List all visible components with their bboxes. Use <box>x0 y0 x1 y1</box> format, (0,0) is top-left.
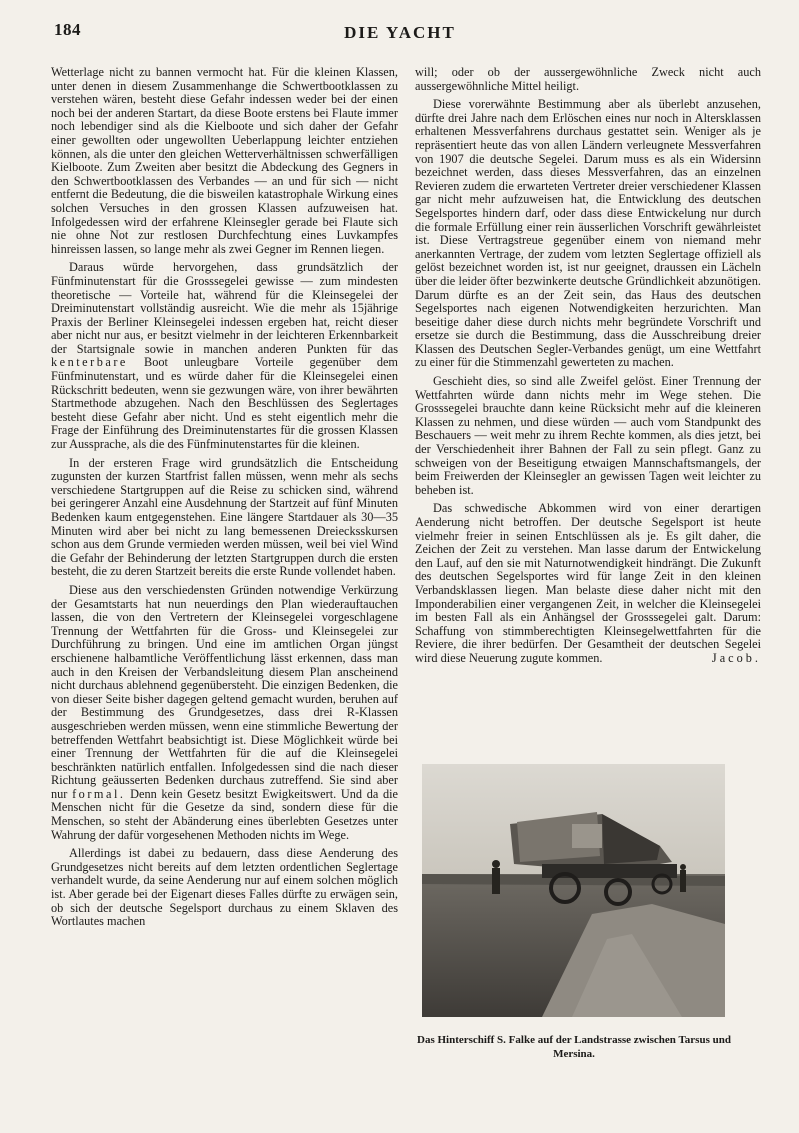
paragraph-text: Boot unleugbare Vorteile gegenüber dem Fünfminutenstart, und es würde daher für die Kleinsegelei einen Rückschritt bedeuten, wenn sie gezwungen wäre, von ihrer bewährten Startmethode abzugehen. Nach den Beschlüssen des Seglertages besteht diese Gefahr aber nicht. Und es steht eigentlich mehr die Frage der Einführung des Dreiminutenstartes für die grossen Klassen zur Aussprache, als die des Fünfminutenstartes für die kleinen. <box>51 355 398 452</box>
paragraph: Diese vorerwähnte Bestimmung aber als überlebt anzusehen, dürfte drei Jahre nach dem Erlöschen eines nur noch in Altersklassen erhaltenen Messverfahrens durchaus gestattet sein. Weniger als je repräsentiert heute das von allen Ländern verleugnete Messverfahren von 1907 die deutsche Segelei. Darum muss es als ein Widersinn bezeichnet werden, dass dieses Messverfahren, das an einzelnen Revieren zudem die erwarteten Vertreter dreier verschiedener Klassen gar nicht mehr aufzuweisen hat, die Entwicklung des deutschen Segelsportes hindern darf, oder dass diese Entwickelung nur durch die formale Erfüllung einer rein äusserlichen Vorschrift gewährleistet ist. Diese Vertragstreue gegenüber einem von niemand mehr anerkannten Vertrage, der zudem vom letzten Seglertage offiziell als gelöst bezeichnet worden ist, ist nur geeignet, draussen ein Lächeln über die leider öfter bezwinkerte deutsche Gründlichkeit abzunötigen. Darum dürfte es an der Zeit sein, das Haus des deutschen Segelsportes nach eigenen Notwendigkeiten herzurichten. Man beseitige daher diese durch nichts mehr begründete Vorschrift und ersetze sie durch die Bestimmung, dass die Ausschreibung dreier Klassen des Deutschen Segler-Verbandes genügt, um eine Wettfahrt zu einer für die Stimmenzahl gewerteten zu machen. <box>415 97 761 370</box>
paragraph-text: Diese aus den verschiedensten Gründen notwendige Verkürzung der Gesamtstarts hat nun neuerdings den Plan wiederauftauchen lassen, die von den Vertretern der Kleinsegelei vorgeschlagene Trennung der Wettfahrten für die Gross- und Kleinsegelei zur Durchführung zu bringen. Und eine im amtlichen Organ jüngst erschienene halbamtliche Veröffentlichung lässt erkennen, dass man auch in den Kreisen der Verbandsleitung diesem Plan anscheinend nicht durchaus ablehnend gegenübersteht. Die einzigen Bedenken, die von dieser Seite bisher dagegen geltend gemacht wurden, beruhen auf der Bestimmung des Grundgesetzes, dass drei R-Klassen ausgeschrieben werden müssen, wenn eine stimmliche Bewertung der betreffenden Wettfahrt beabsichtigt ist. Diese Möglichkeit würde bei einer Trennung der Wettfahrten für die auf die Kleinsegelei beschränkten natürlich entfallen. Infolgedessen sind die nach dieser Richtung geäusserten Bedenken durchaus zutreffend. Sie sind aber nur <box>51 582 398 801</box>
photo-caption: Das Hinterschiff S. Falke auf der Landstrasse zwischen Tarsus und Mersina. <box>417 1034 731 1060</box>
paragraph <box>415 502 761 665</box>
paragraph-text: Das schwedische Abkommen wird von einer derartigen Aenderung nicht betroffen. Der deutsche Segelsport ist heute vielmehr freier in seinen Entschlüssen als je. Es gilt daher, die Zeichen der Zeit zu verstehen. Man lasse darum der Entwickelung den Lauf, auf den sie mit Naturnotwendigkeit hindrängt. Die Zukunft des deutschen Segelsportes wird für lange Zeit in den kleinen Verbandsklassen liegen. Man belaste diese daher nicht mit den Imponderabilien einer vergangenen Zeit, in welcher die Kleinsegelei im besten Fall als ein Anhängsel der Grosssegelei galt. Darum: Schaffung von stimmberechtigten Kleinsegelwettfahrten für die Reviere, die ihrer bedürfen. Der Gesamtheit der deutschen Segelei wird diese Neuerung zugute kommen. <box>415 501 761 665</box>
paragraph: In der ersteren Frage wird grundsätzlich die Entscheidung zugunsten der kurzen Startfrist fallen müssen, wenn mehr als sechs verschiedene Startgruppen auf die Reise zu schicken sind, während bei geringerer Anzahl eine Ausdehnung der Startzeit auf fünf Minuten Bedenken kaum entgegenstehen. Eine längere Startdauer als 30—35 Minuten wird aber bei nicht zu lang bemessenen Dreiecksskursen schon aus dem Grunde vermieden werden müssen, weil bei viel Wind die Gefahr der Behinderung der letzten Startgruppen durch die ersten besteht, die zu deren Startzeit bereits die erste Runde vollendet haben. <box>51 455 398 579</box>
paragraph-text: Denn kein Gesetz besitzt Ewigkeitswert. Und da die Menschen nicht für die Gesetze da sind, sondern diese für die Menschen, so steht der Abänderung eines überlebten Gesetzes unter Wahrung der dafür vorgesehenen Methoden nichts im Wege. <box>51 786 399 842</box>
paragraph <box>51 261 398 451</box>
paragraph: Allerdings ist dabei zu bedauern, dass diese Aenderung des Grundgesetzes nicht bereits auf dem letzten ordentlichen Seglertage verhandelt wurde, da seine Aenderung nur auf einem solchen möglich ist. Aber gerade bei der Eigenart dieses Falles dürfte zu erwägen sein, ob sich der deutsche Segelsport durchaus zu einem Sklaven des Wortlautes machen <box>51 846 398 929</box>
paragraph: Geschieht dies, so sind alle Zweifel gelöst. Einer Trennung der Wettfahrten würde dann nichts mehr im Wege stehen. Die Grosssegelei brauchte dann keine Rücksicht mehr auf die kleineren Klassen zu nehmen, und diese würden — auch vom Standpunkt des Beschauers — weit mehr zu ihrem Rechte kommen, als dies jetzt, bei der Verschiedenheit ihrer Bahnen der Fall zu sein pflegt. Ganz zu schweigen von der Beseitigung etwaigen Mannschaftsmangels, der beim Freiwerden der Kleinsegler an gewissen Tagen weit leichter zu beheben ist. <box>415 374 761 497</box>
left-column <box>51 66 398 934</box>
author-signature: Jacob. <box>711 650 761 665</box>
paragraph <box>51 584 398 842</box>
spaced-word: kenterbare <box>51 355 128 370</box>
paragraph-text: Daraus würde hervorgehen, dass grundsätzlich der Fünfminutenstart für die Grosssegelei gewisse — zum mindesten theoretische — Vorteile hat, während für die Kleinsegelei der Dreiminutenstart vollständig ausreicht. Wie die mehr als 15jährige Praxis der Berliner Kleinsegelei indessen ergeben hat, reicht dieser aber nicht nur aus, er besitzt vielmehr in der leichteren Erkennbarkeit der Startsignale sowie in manchen anderen Punkten für das <box>51 260 398 356</box>
spaced-word: formal. <box>72 786 126 801</box>
paragraph: will; oder ob der aussergewöhnliche Zweck nicht auch aussergewöhnliche Mittel heiligt. <box>415 65 761 93</box>
photo-drawing <box>422 764 725 1017</box>
paragraph: Wetterlage nicht zu bannen vermocht hat. Für die kleinen Klassen, unter denen in diesem Zusammenhange die Schwertbootklassen zu verstehen wären, besteht diese Gefahr indessen weder bei der einen noch bei der anderen Startart, da diese Boote erstens bei Flaute immer noch lebendiger sind als die Kielboote und sich daher der Gefahr einer gewollten oder ungewollten Ueberlappung leichter entziehen können, als die unter den gleichen Wetterverhältnissen schwerfälligen Kielboote. Zum Zweiten aber besitzt die Abdeckung des Gegners in den Schwertbootklassen des Verbandes — an und für sich — nicht entfernt die Bedeutung, die die bisweilen katastrophale Wirkung eines solchen Versuches in den grossen Klassen aufzuweisen hat. Infolgedessen wird der erfahrene Kleinsegler gerade bei Flaute sich nie ohne Not zur restlosen Durchfechtung eines Luvkampfes hinreissen lassen, so lange mehr als zwei Gegner im Rennen liegen. <box>51 65 398 256</box>
page-number: 184 <box>54 20 81 39</box>
right-column <box>415 66 761 671</box>
running-head: DIE YACHT <box>344 23 456 42</box>
photograph-boat-hull-on-road <box>422 764 725 1017</box>
